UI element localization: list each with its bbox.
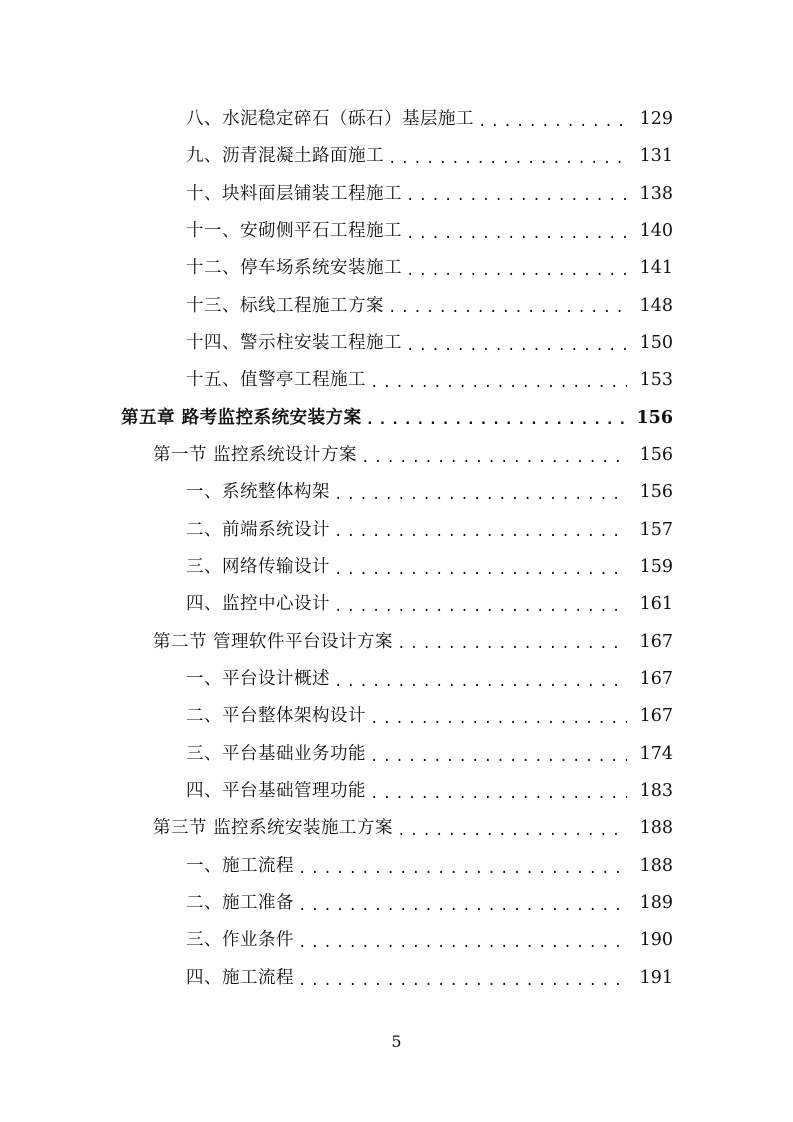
toc-entry-title: 第一节 监控系统设计方案 [153,445,358,466]
toc-entry-page: 153 [639,370,673,391]
toc-entry-page: 189 [639,893,673,914]
toc-dot-leader [366,413,627,427]
toc-entry-page: 167 [639,669,673,690]
toc-dot-leader [298,974,627,988]
toc-dot-leader [298,899,627,913]
toc-entry-page: 150 [639,332,673,353]
toc-entry-page: 190 [639,930,673,951]
toc-entry-page: 188 [639,855,673,876]
toc-entry-title: 十二、停车场系统安装施工 [186,258,402,279]
toc-entry[interactable] [0,848,793,885]
toc-entry[interactable] [0,773,793,810]
toc-entry[interactable] [0,661,793,698]
toc-entry[interactable] [0,549,793,586]
toc-entry-page: 167 [639,631,673,652]
table-of-contents [0,101,793,997]
toc-entry[interactable] [0,474,793,511]
toc-dot-leader [397,637,627,651]
toc-dot-leader [361,451,627,465]
toc-entry[interactable] [0,138,793,175]
toc-entry-page: 174 [639,743,673,764]
toc-dot-leader [397,824,627,838]
toc-entry-page: 148 [639,295,673,316]
toc-entry-page: 159 [639,557,673,578]
toc-entry-title: 二、前端系统设计 [186,519,330,540]
toc-entry-page: 140 [639,220,673,241]
toc-entry-title: 十、块料面层铺装工程施工 [186,183,402,204]
toc-entry-page: 157 [639,519,673,540]
toc-entry[interactable] [0,362,793,399]
toc-chapter-entry[interactable] [0,400,793,437]
toc-entry-page: 129 [639,108,673,129]
toc-entry-title: 十四、警示柱安装工程施工 [186,332,402,353]
toc-entry[interactable] [0,699,793,736]
toc-entry-title: 第五章 路考监控系统安装方案 [121,407,362,428]
toc-dot-leader [406,189,627,203]
toc-dot-leader [298,862,627,876]
toc-dot-leader [298,936,627,950]
toc-entry-page: 156 [636,407,673,428]
toc-entry-page: 156 [639,482,673,503]
toc-entry[interactable] [0,923,793,960]
toc-dot-leader [334,525,627,539]
toc-entry-page: 183 [639,781,673,802]
toc-entry-title: 第三节 监控系统安装施工方案 [153,818,394,839]
toc-entry-page: 156 [639,445,673,466]
toc-dot-leader [370,712,627,726]
toc-dot-leader [334,600,627,614]
page-footer-number: 5 [391,1032,402,1051]
toc-entry[interactable] [0,213,793,250]
toc-dot-leader [406,227,627,241]
toc-dot-leader [334,675,627,689]
toc-entry[interactable] [0,885,793,922]
toc-entry[interactable] [0,288,793,325]
toc-section-entry[interactable] [0,624,793,661]
toc-entry-page: 167 [639,706,673,727]
toc-entry-title: 四、施工流程 [186,967,294,988]
toc-entry-title: 三、作业条件 [186,930,294,951]
toc-dot-leader [406,339,627,353]
toc-entry[interactable] [0,736,793,773]
toc-entry-title: 第二节 管理软件平台设计方案 [153,631,394,652]
toc-entry-page: 131 [639,146,673,167]
toc-entry-title: 十三、标线工程施工方案 [186,295,384,316]
toc-entry-title: 二、平台整体架构设计 [186,706,366,727]
toc-entry-page: 191 [639,967,673,988]
toc-entry-title: 一、平台设计概述 [186,669,330,690]
toc-entry-page: 138 [639,183,673,204]
toc-section-entry[interactable] [0,437,793,474]
toc-dot-leader [388,301,627,315]
toc-entry-title: 一、施工流程 [186,855,294,876]
toc-dot-leader [406,264,627,278]
toc-entry-title: 四、监控中心设计 [186,594,330,615]
toc-entry[interactable] [0,176,793,213]
toc-entry-title: 一、系统整体构架 [186,482,330,503]
toc-entry[interactable] [0,586,793,623]
toc-entry-title: 十一、安砌侧平石工程施工 [186,220,402,241]
toc-dot-leader [478,115,627,129]
toc-entry-title: 二、施工准备 [186,893,294,914]
toc-dot-leader [334,563,627,577]
toc-entry-title: 八、水泥稳定碎石（砾石）基层施工 [186,108,474,129]
toc-entry[interactable] [0,101,793,138]
toc-entry-title: 三、平台基础业务功能 [186,743,366,764]
toc-entry-page: 141 [639,258,673,279]
toc-dot-leader [370,376,627,390]
toc-dot-leader [370,750,627,764]
toc-entry-page: 188 [639,818,673,839]
toc-entry[interactable] [0,960,793,997]
toc-entry-title: 三、网络传输设计 [186,557,330,578]
toc-entry-title: 四、平台基础管理功能 [186,781,366,802]
toc-entry[interactable] [0,325,793,362]
toc-entry-title: 十五、值警亭工程施工 [186,370,366,391]
toc-dot-leader [388,152,627,166]
toc-entry-page: 161 [639,594,673,615]
toc-entry[interactable] [0,250,793,287]
toc-section-entry[interactable] [0,811,793,848]
toc-dot-leader [370,787,627,801]
toc-entry-title: 九、沥青混凝土路面施工 [186,146,384,167]
toc-entry[interactable] [0,512,793,549]
toc-dot-leader [334,488,627,502]
